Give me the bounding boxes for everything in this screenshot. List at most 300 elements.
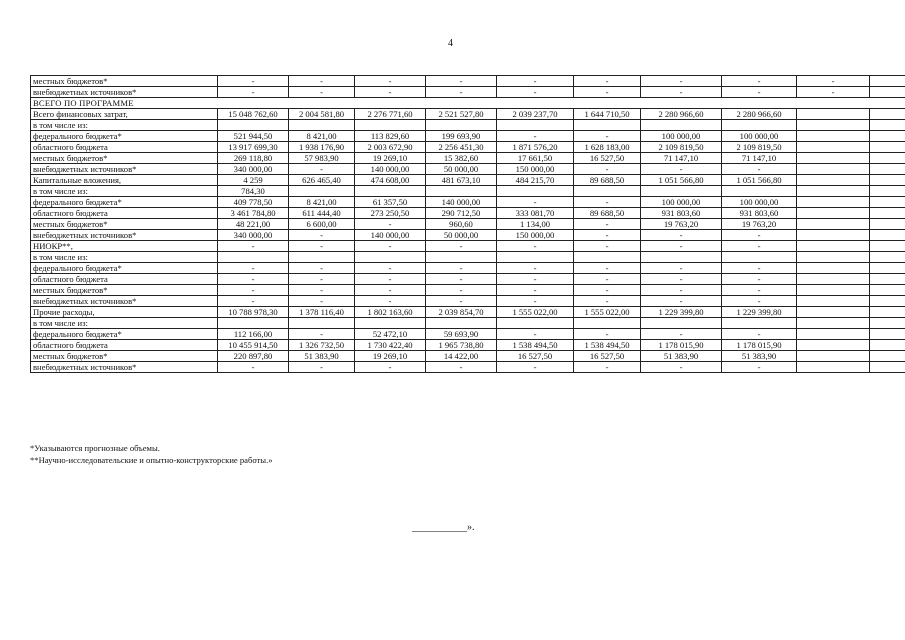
value-cell: 409 778,50 [218, 197, 289, 208]
value-cell: 2 280 966,60 [641, 109, 722, 120]
table-row [31, 340, 905, 351]
table-row [31, 296, 905, 307]
value-cell: - [497, 263, 574, 274]
row-label: местных бюджетов* [31, 285, 218, 296]
value-cell: 1 938 176,90 [289, 142, 355, 153]
value-cell [870, 329, 905, 340]
value-cell: - [289, 329, 355, 340]
value-cell: 474 608,00 [355, 175, 426, 186]
value-cell [797, 274, 870, 285]
value-cell: - [289, 296, 355, 307]
value-cell: - [574, 296, 641, 307]
value-cell: 140 000,00 [355, 230, 426, 241]
table-row [31, 186, 905, 197]
value-cell: 140 000,00 [426, 197, 497, 208]
table-row [31, 252, 905, 263]
value-cell: 16 527,50 [497, 351, 574, 362]
value-cell: 931 803,60 [722, 208, 797, 219]
value-cell [870, 296, 905, 307]
value-cell: - [355, 219, 426, 230]
value-cell: - [289, 230, 355, 241]
value-cell: - [641, 329, 722, 340]
value-cell [641, 120, 722, 131]
footnote-forecast: *Указываются прогнозные объемы. [30, 443, 160, 453]
value-cell [497, 318, 574, 329]
row-label: внебюджетных источников* [31, 164, 218, 175]
value-cell [870, 109, 905, 120]
value-cell: 15 048 762,60 [218, 109, 289, 120]
value-cell: - [722, 164, 797, 175]
value-cell [797, 142, 870, 153]
value-cell: 50 000,00 [426, 230, 497, 241]
value-cell: - [426, 87, 497, 98]
value-cell: - [641, 164, 722, 175]
value-cell [641, 318, 722, 329]
financing-table [30, 75, 905, 373]
value-cell [870, 252, 905, 263]
table-row [31, 307, 905, 318]
value-cell [797, 175, 870, 186]
value-cell: 16 527,50 [574, 153, 641, 164]
table-row [31, 197, 905, 208]
value-cell: 784,30 [218, 186, 289, 197]
row-label: в том числе из: [31, 252, 218, 263]
value-cell: 2 003 672,90 [355, 142, 426, 153]
value-cell: - [574, 241, 641, 252]
row-label: внебюджетных источников* [31, 87, 218, 98]
value-cell [797, 318, 870, 329]
value-cell [426, 186, 497, 197]
value-cell [797, 340, 870, 351]
value-cell: 2 521 527,80 [426, 109, 497, 120]
value-cell [870, 76, 905, 87]
value-cell: - [497, 329, 574, 340]
value-cell: - [574, 164, 641, 175]
value-cell: 1 229 399,80 [722, 307, 797, 318]
value-cell [497, 120, 574, 131]
table-row [31, 175, 905, 186]
value-cell: 220 897,80 [218, 351, 289, 362]
value-cell: 100 000,00 [722, 197, 797, 208]
value-cell: - [355, 87, 426, 98]
value-cell: 290 712,50 [426, 208, 497, 219]
value-cell: - [497, 241, 574, 252]
value-cell: 1 178 015,90 [722, 340, 797, 351]
value-cell: 931 803,60 [641, 208, 722, 219]
table-row [31, 120, 905, 131]
value-cell [870, 307, 905, 318]
value-cell [797, 252, 870, 263]
value-cell: - [289, 241, 355, 252]
value-cell [355, 186, 426, 197]
value-cell: - [289, 164, 355, 175]
value-cell: - [218, 296, 289, 307]
table-row [31, 87, 905, 98]
value-cell: 2 276 771,60 [355, 109, 426, 120]
value-cell: - [426, 274, 497, 285]
value-cell [574, 318, 641, 329]
value-cell: 112 166,00 [218, 329, 289, 340]
value-cell [641, 252, 722, 263]
row-label: федерального бюджета* [31, 131, 218, 142]
value-cell: 51 383,90 [641, 351, 722, 362]
value-cell: 19 763,20 [641, 219, 722, 230]
value-cell [870, 186, 905, 197]
value-cell: - [722, 296, 797, 307]
value-cell: 3 461 784,80 [218, 208, 289, 219]
value-cell: - [218, 263, 289, 274]
value-cell [870, 230, 905, 241]
value-cell [797, 219, 870, 230]
value-cell [797, 197, 870, 208]
value-cell [870, 274, 905, 285]
value-cell: 626 465,40 [289, 175, 355, 186]
row-label: федерального бюджета* [31, 329, 218, 340]
value-cell: - [289, 263, 355, 274]
value-cell: - [355, 76, 426, 87]
value-cell: 484 215,70 [497, 175, 574, 186]
row-label: в том числе из: [31, 186, 218, 197]
value-cell: 16 527,50 [574, 351, 641, 362]
value-cell: 1 644 710,50 [574, 109, 641, 120]
value-cell: 100 000,00 [641, 197, 722, 208]
value-cell: - [574, 76, 641, 87]
value-cell [426, 252, 497, 263]
value-cell: - [722, 274, 797, 285]
value-cell: 2 256 451,30 [426, 142, 497, 153]
table-body [31, 76, 905, 373]
row-label: НИОКР**, [31, 241, 218, 252]
table-row [31, 351, 905, 362]
table-row [31, 131, 905, 142]
row-label: областного бюджета [31, 208, 218, 219]
value-cell: 71 147,10 [722, 153, 797, 164]
value-cell: - [218, 76, 289, 87]
value-cell [870, 131, 905, 142]
value-cell: 273 250,50 [355, 208, 426, 219]
value-cell [870, 219, 905, 230]
value-cell: 6 600,00 [289, 219, 355, 230]
value-cell: - [641, 296, 722, 307]
section-heading: ВСЕГО ПО ПРОГРАММЕ [31, 98, 905, 109]
value-cell [574, 120, 641, 131]
value-cell: - [574, 87, 641, 98]
value-cell: 2 280 966,60 [722, 109, 797, 120]
value-cell: 2 109 819,50 [641, 142, 722, 153]
value-cell: 1 538 494,50 [497, 340, 574, 351]
value-cell: 481 673,10 [426, 175, 497, 186]
value-cell [497, 252, 574, 263]
row-label: местных бюджетов* [31, 219, 218, 230]
value-cell: - [574, 274, 641, 285]
value-cell: - [574, 230, 641, 241]
value-cell: - [722, 87, 797, 98]
value-cell: - [426, 241, 497, 252]
value-cell: - [574, 362, 641, 373]
value-cell: 1 555 022,00 [574, 307, 641, 318]
row-label: в том числе из: [31, 318, 218, 329]
table-section-row [31, 98, 905, 109]
value-cell: 1 871 576,20 [497, 142, 574, 153]
value-cell: - [497, 197, 574, 208]
value-cell: 8 421,00 [289, 197, 355, 208]
value-cell [870, 164, 905, 175]
value-cell [355, 120, 426, 131]
row-label: местных бюджетов* [31, 153, 218, 164]
value-cell: 15 382,60 [426, 153, 497, 164]
table-row [31, 362, 905, 373]
value-cell: - [426, 362, 497, 373]
table-row [31, 164, 905, 175]
value-cell [797, 329, 870, 340]
page-number: 4 [448, 38, 453, 49]
value-cell: - [355, 362, 426, 373]
table-row [31, 263, 905, 274]
value-cell: - [797, 76, 870, 87]
value-cell [722, 318, 797, 329]
value-cell: - [218, 274, 289, 285]
value-cell: 1 628 183,00 [574, 142, 641, 153]
table-row [31, 329, 905, 340]
value-cell [218, 318, 289, 329]
table-row [31, 241, 905, 252]
value-cell [289, 318, 355, 329]
value-cell: 1 178 015,90 [641, 340, 722, 351]
value-cell [797, 241, 870, 252]
value-cell [870, 340, 905, 351]
value-cell [797, 153, 870, 164]
value-cell: 340 000,00 [218, 230, 289, 241]
value-cell: 340 000,00 [218, 164, 289, 175]
table-row [31, 109, 905, 120]
value-cell [574, 186, 641, 197]
value-cell [289, 186, 355, 197]
value-cell [722, 120, 797, 131]
value-cell: 1 326 732,50 [289, 340, 355, 351]
value-cell: - [289, 362, 355, 373]
value-cell: 150 000,00 [497, 164, 574, 175]
value-cell: - [355, 296, 426, 307]
value-cell: 2 039 854,70 [426, 307, 497, 318]
value-cell: - [722, 76, 797, 87]
value-cell [218, 252, 289, 263]
value-cell: - [426, 76, 497, 87]
value-cell: - [426, 285, 497, 296]
value-cell: - [497, 285, 574, 296]
value-cell: - [722, 241, 797, 252]
value-cell [870, 241, 905, 252]
value-cell: 57 983,90 [289, 153, 355, 164]
value-cell: - [497, 131, 574, 142]
value-cell: 19 269,10 [355, 351, 426, 362]
row-label: федерального бюджета* [31, 263, 218, 274]
value-cell [870, 142, 905, 153]
value-cell: 150 000,00 [497, 230, 574, 241]
value-cell: 1 378 116,40 [289, 307, 355, 318]
value-cell: - [722, 263, 797, 274]
footnote-niokr: **Научно-исследовательские и опытно-конструкторские работы.» [30, 455, 273, 465]
value-cell: - [497, 76, 574, 87]
value-cell: 100 000,00 [722, 131, 797, 142]
value-cell: 1 802 163,60 [355, 307, 426, 318]
closing-mark: ___________». [412, 522, 475, 533]
value-cell: - [355, 241, 426, 252]
row-label: местных бюджетов* [31, 76, 218, 87]
value-cell [797, 285, 870, 296]
value-cell: - [722, 362, 797, 373]
value-cell: - [574, 263, 641, 274]
value-cell [797, 164, 870, 175]
value-cell: 10 788 978,30 [218, 307, 289, 318]
table-row [31, 230, 905, 241]
value-cell: 2 039 237,70 [497, 109, 574, 120]
value-cell [870, 285, 905, 296]
row-label: федерального бюджета* [31, 197, 218, 208]
value-cell: - [641, 263, 722, 274]
value-cell [218, 120, 289, 131]
row-label: местных бюджетов* [31, 351, 218, 362]
row-label: Всего финансовых затрат, [31, 109, 218, 120]
value-cell [797, 186, 870, 197]
value-cell: - [218, 285, 289, 296]
value-cell [797, 307, 870, 318]
value-cell: - [289, 87, 355, 98]
value-cell: 50 000,00 [426, 164, 497, 175]
table-row [31, 153, 905, 164]
value-cell: - [355, 274, 426, 285]
table-row [31, 318, 905, 329]
value-cell: 611 444,40 [289, 208, 355, 219]
value-cell: 17 661,50 [497, 153, 574, 164]
value-cell [722, 252, 797, 263]
value-cell [797, 109, 870, 120]
value-cell: - [497, 274, 574, 285]
value-cell: - [641, 87, 722, 98]
row-label: внебюджетных источников* [31, 362, 218, 373]
value-cell: 71 147,10 [641, 153, 722, 164]
value-cell [426, 120, 497, 131]
value-cell [797, 296, 870, 307]
value-cell [870, 153, 905, 164]
value-cell: 1 538 494,50 [574, 340, 641, 351]
table-row [31, 219, 905, 230]
value-cell: 1 229 399,80 [641, 307, 722, 318]
value-cell: - [574, 285, 641, 296]
value-cell: - [289, 274, 355, 285]
value-cell: - [722, 285, 797, 296]
value-cell: - [641, 285, 722, 296]
value-cell [870, 87, 905, 98]
value-cell: - [289, 76, 355, 87]
value-cell: - [355, 263, 426, 274]
value-cell: 1 965 738,80 [426, 340, 497, 351]
value-cell: - [574, 197, 641, 208]
value-cell [289, 120, 355, 131]
value-cell [641, 186, 722, 197]
value-cell [870, 197, 905, 208]
value-cell [289, 252, 355, 263]
value-cell [870, 263, 905, 274]
value-cell: 4 259 [218, 175, 289, 186]
value-cell: 19 763,20 [722, 219, 797, 230]
value-cell: 1 051 566,80 [722, 175, 797, 186]
value-cell [870, 208, 905, 219]
value-cell: 8 421,00 [289, 131, 355, 142]
value-cell: 333 081,70 [497, 208, 574, 219]
value-cell [797, 263, 870, 274]
value-cell: 61 357,50 [355, 197, 426, 208]
value-cell [797, 230, 870, 241]
row-label: Капитальные вложения, [31, 175, 218, 186]
value-cell [870, 318, 905, 329]
value-cell: - [641, 274, 722, 285]
value-cell: 52 472,10 [355, 329, 426, 340]
value-cell: - [218, 241, 289, 252]
value-cell [355, 318, 426, 329]
value-cell: 51 383,90 [289, 351, 355, 362]
value-cell: 1 134,00 [497, 219, 574, 230]
value-cell [574, 252, 641, 263]
value-cell: - [722, 230, 797, 241]
value-cell: - [426, 263, 497, 274]
value-cell [797, 351, 870, 362]
value-cell: - [574, 131, 641, 142]
value-cell: - [218, 87, 289, 98]
table-row [31, 142, 905, 153]
value-cell: 100 000,00 [641, 131, 722, 142]
value-cell: 2 109 819,50 [722, 142, 797, 153]
row-label: областного бюджета [31, 274, 218, 285]
table-row [31, 285, 905, 296]
value-cell [870, 175, 905, 186]
value-cell: 51 383,90 [722, 351, 797, 362]
value-cell: 1 051 566,80 [641, 175, 722, 186]
value-cell: 48 221,00 [218, 219, 289, 230]
value-cell [722, 186, 797, 197]
value-cell: 1 555 022,00 [497, 307, 574, 318]
value-cell: 89 688,50 [574, 208, 641, 219]
value-cell [870, 120, 905, 131]
value-cell: - [641, 241, 722, 252]
value-cell: 269 118,80 [218, 153, 289, 164]
value-cell [797, 208, 870, 219]
row-label: областного бюджета [31, 142, 218, 153]
value-cell: - [641, 76, 722, 87]
value-cell [426, 318, 497, 329]
row-label: Прочие расходы, [31, 307, 218, 318]
value-cell: 140 000,00 [355, 164, 426, 175]
value-cell: - [574, 329, 641, 340]
value-cell [355, 252, 426, 263]
row-label: внебюджетных источников* [31, 230, 218, 241]
value-cell [797, 362, 870, 373]
value-cell: - [722, 329, 797, 340]
row-label: в том числе из: [31, 120, 218, 131]
row-label: областного бюджета [31, 340, 218, 351]
value-cell: - [289, 285, 355, 296]
value-cell: 960,60 [426, 219, 497, 230]
footnotes [30, 442, 273, 466]
value-cell: 59 693,90 [426, 329, 497, 340]
value-cell [870, 351, 905, 362]
value-cell: - [641, 230, 722, 241]
value-cell: 19 269,10 [355, 153, 426, 164]
table-row [31, 208, 905, 219]
value-cell: 1 730 422,40 [355, 340, 426, 351]
value-cell: - [497, 296, 574, 307]
value-cell: - [497, 87, 574, 98]
value-cell: 14 422,00 [426, 351, 497, 362]
